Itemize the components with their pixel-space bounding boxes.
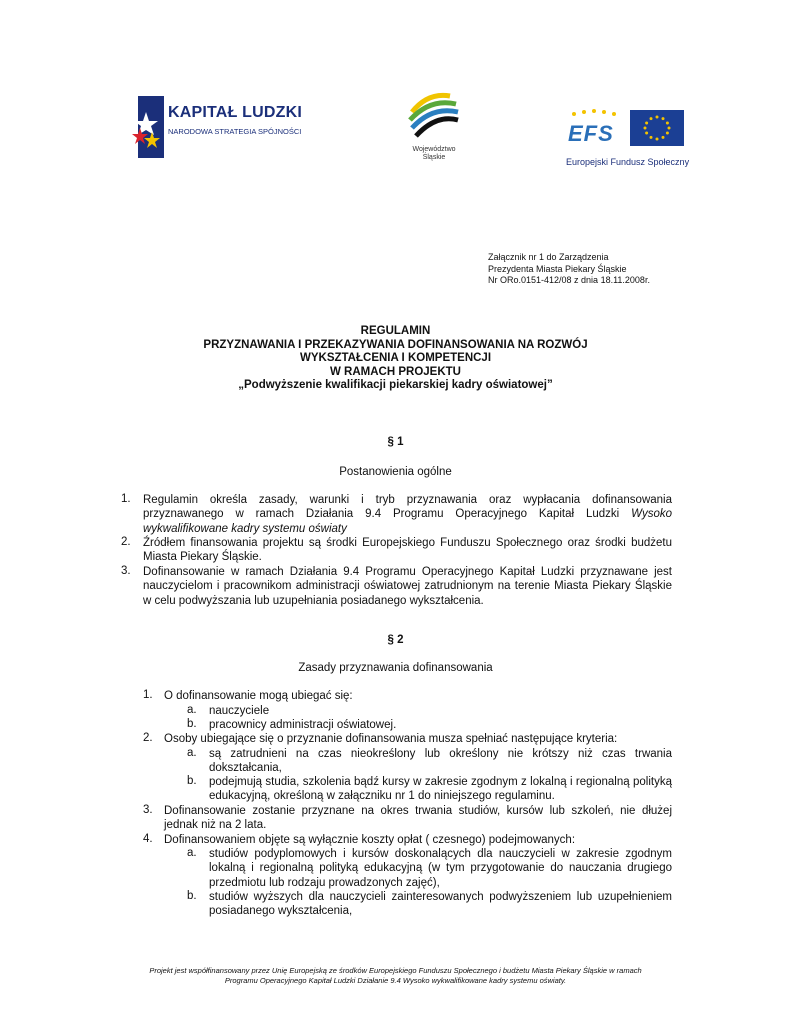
kapital-ludzki-subtitle: NARODOWA STRATEGIA SPÓJNOŚCI — [168, 127, 302, 136]
title-line: W RAMACH PROJEKTU — [330, 365, 461, 378]
eu-flag-icon — [630, 110, 684, 146]
sublist-letter: a. — [187, 747, 197, 759]
list-item: Dofinansowaniem objęte są wyłącznie koszty opłat ( czesnego) podejmowanych: — [164, 834, 576, 846]
section-2-subheading: Zasady przyznawania dofinansowania — [298, 662, 493, 674]
slaskie-label: Śląskie — [422, 154, 446, 161]
title-line: WYKSZTAŁCENIA I KOMPETENCJI — [299, 352, 492, 365]
footer-line: Projekt jest współfinansowany przez Unię Europejską ze środków Europejskiego Funduszu Społecznego i budżetu Miasta Piekary Śląskie w ramach — [149, 966, 642, 975]
sublist-item: nauczyciele — [209, 705, 270, 717]
list-number: 1. — [143, 689, 153, 701]
list-item: Źródłem finansowania projektu są środki Europejskiego Funduszu Społecznego oraz środki budżetu Miasta Piekary Śląskie. — [143, 537, 672, 564]
kapital-ludzki-title: KAPITAŁ LUDZKI — [168, 104, 303, 121]
footer-line: Programu Operacyjnego Kapitał Ludzki Działanie 9.4 Wysoko wykwalifikowane kadry systemu oświaty. — [224, 976, 567, 985]
kapital-ludzki-star-icon — [132, 94, 168, 160]
wojewodztwo-slaskie-logo — [402, 90, 466, 166]
annex-line: Prezydenta Miasta Piekary Śląskie — [488, 263, 627, 274]
list-number: 3. — [143, 804, 153, 816]
list-number: 3. — [121, 565, 131, 577]
sublist-letter: a. — [187, 847, 197, 859]
efs-caption: Europejski Fundusz Społeczny — [566, 157, 690, 167]
sublist-item: studiów wyższych dla nauczycieli zainteresowanych podwyższeniem lub uzupełnieniem posiadanego wykształcenia, — [209, 891, 672, 918]
list-number: 2. — [121, 536, 131, 548]
sublist-item: pracownicy administracji oświatowej. — [209, 719, 397, 731]
sublist-letter: b. — [187, 718, 197, 730]
sublist-letter: a. — [187, 704, 197, 716]
efs-wordmark: EFS — [568, 121, 614, 146]
document-title — [0, 325, 791, 393]
list-number: 4. — [143, 833, 153, 845]
annex-line: Nr ORo.0151-412/08 z dnia 18.11.2008r. — [488, 275, 650, 285]
list-number: 1. — [121, 493, 131, 505]
section-1-subheading: Postanowienia ogólne — [339, 466, 452, 478]
kapital-ludzki-logo — [132, 94, 302, 160]
sublist-item: podejmują studia, szkolenia bądź kursy w zakresie zgodnym z lokalną i regionalną polityką edukacyjną, określoną w załączniku nr 1 do niniejszego regulaminu. — [209, 776, 672, 803]
efs-logo — [566, 107, 690, 173]
sublist-item: studiów podyplomowych i kursów doskonalących dla nauczycieli w zakresie zgodnym lokalną i regionalną polityką edukacyjną (w tym przygotowanie do nauczania drugiego przedmiotu lub rodzaju prowadzonych zajęć), — [209, 848, 672, 889]
sublist-letter: b. — [187, 890, 197, 902]
sublist-letter: b. — [187, 775, 197, 787]
sublist-item: są zatrudnieni na czas nieokreślony lub określony nie krótszy niż czas trwania dokształcania, — [209, 748, 672, 775]
annex-note — [488, 252, 650, 287]
efs-stars-icon — [568, 107, 624, 121]
list-item: Dofinansowanie w ramach Działania 9.4 Programu Operacyjnego Kapitał Ludzki przyznawane jest nauczycielom i pracownikom administracji oświatowej zatrudnionym na terenie Miasta Piekary Śląskie w celu podwyższania lub uzupełniania posiadanego wykształcenia. — [143, 566, 672, 607]
silesia-waves-icon — [406, 90, 462, 146]
title-line: PRZYZNAWANIA I PRZEKAZYWANIA DOFINANSOWANIA NA ROZWÓJ — [203, 338, 588, 351]
list-number: 2. — [143, 732, 153, 744]
page-footer — [100, 966, 691, 986]
annex-line: Załącznik nr 1 do Zarządzenia — [488, 252, 609, 262]
wojewodztwo-label: Województwo — [412, 146, 456, 153]
section-2-heading: § 2 — [387, 634, 404, 646]
list-item: Dofinansowanie zostanie przyznane na okres trwania studiów, kursów lub szkoleń, nie dłużej jednak niż na 2 lata. — [164, 805, 672, 832]
project-name: „Podwyższenie kwalifikacji piekarskiej kadry oświatowej” — [238, 379, 553, 392]
section-1-heading: § 1 — [387, 436, 404, 448]
list-item — [143, 493, 672, 536]
list-item: O dofinansowanie mogą ubiegać się: — [164, 690, 353, 702]
list-item-italic: Wysoko wykwalifikowane kadry systemu oświaty — [143, 508, 672, 535]
list-item-text: Regulamin określa zasady, warunki i tryb przyznawania oraz wypłacania dofinansowania przyznawanego w ramach Działania 9.4 Programu Operacyjnego Kapitał Ludzki — [143, 494, 672, 521]
title-line: REGULAMIN — [360, 325, 431, 337]
list-item: Osoby ubiegające się o przyznanie dofinansowania musza spełniać następujące kryteria: — [164, 733, 618, 745]
